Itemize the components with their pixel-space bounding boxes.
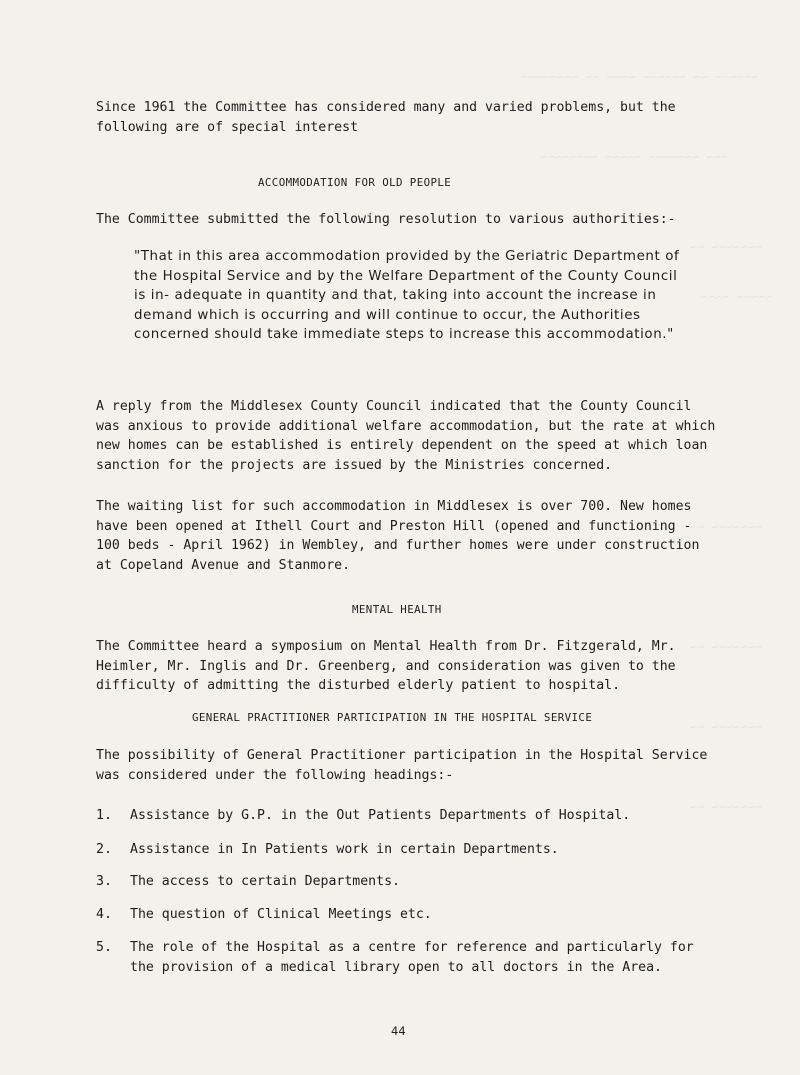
show-through-text: ~~~~~~~ ~~ [690,640,763,654]
waiting-list-paragraph: The waiting list for such accommodation in Middlesex is over 700. New homes have been opened at Ithell Court and Preston Hill (opened and functioning - 100 beds - April 1962) in Wembley, and further homes were under construction at Copeland Avenue and Stanmore. [96,499,700,573]
resolution-quote: "That in this area accommodation provided by the Geriatric Department of the Hospital Service and by the Welfare Department of the County Council is in- adequate in quantity and that, taking into account the increase in demand which is occurring and will continue to occur, the Authorities concerned should take immediate steps to increase this accommodation." [134,249,680,342]
list-item-number: 5. [96,940,112,955]
list-item-number: 2. [96,842,112,857]
section-heading-accommodation: ACCOMMODATION FOR OLD PEOPLE [258,176,452,189]
list-item-number: 3. [96,874,112,889]
list-item [96,872,716,892]
section-heading-gp-participation: GENERAL PRACTITIONER PARTICIPATION IN THE HOSPITAL SERVICE [192,711,593,724]
list-item [96,938,716,977]
list-item-text: Assistance by G.P. in the Out Patients Departments of Hospital. [130,808,631,823]
list-item-text: The role of the Hospital as a centre for reference and particularly for the provision of a medical library open to all doctors in the Area. [130,940,694,975]
list-item-number: 1. [96,808,112,823]
list-item-number: 4. [96,907,112,922]
list-item-text: Assistance in In Patients work in certain Departments. [130,842,559,857]
show-through-text: ~~~~~~~ ~~ [690,240,763,254]
show-through-text: ~~~ ~~~~~~~ ~~~~~ ~~~~~~~~ [540,150,728,164]
list-item [96,905,716,925]
page-number: 44 [391,1024,406,1038]
resolution-intro: The Committee submitted the following resolution to various authorities:- [96,212,676,227]
show-through-text: ~~~~~ ~~~~ [700,290,773,304]
show-through-text: ~~~~~~ ~~ ~~~~~~ ~~~~ ~~ ~~~~~~~~ [520,70,759,84]
intro-paragraph: Since 1961 the Committee has considered many and varied problems, but the following are of special interest [96,100,676,135]
mental-health-paragraph: The Committee heard a symposium on Mental Health from Dr. Fitzgerald, Mr. Heimler, Mr. Inglis and Dr. Greenberg, and consideration was given to the difficulty of admitting the disturbed elderly patient to hospital. [96,639,676,693]
list-item [96,840,716,860]
list-item-text: The access to certain Departments. [130,874,400,889]
section-heading-mental-health: MENTAL HEALTH [352,603,442,616]
list-item [96,806,716,826]
council-reply-paragraph: A reply from the Middlesex County Council indicated that the County Council was anxious to provide additional welfare accommodation, but the rate at which new homes can be established is entirely dependent on the speed at which loan sanction for the projects are issued by the Ministries concerned. [96,399,716,473]
show-through-text: ~~~~~~~ ~~ [690,720,763,734]
show-through-text: ~~~~~~~ ~~ [690,520,763,534]
show-through-text: ~~~~~~~ ~~ [690,800,763,814]
gp-participation-intro: The possibility of General Practitioner participation in the Hospital Service was considered under the following headings:- [96,748,708,783]
list-item-text: The question of Clinical Meetings etc. [130,907,432,922]
